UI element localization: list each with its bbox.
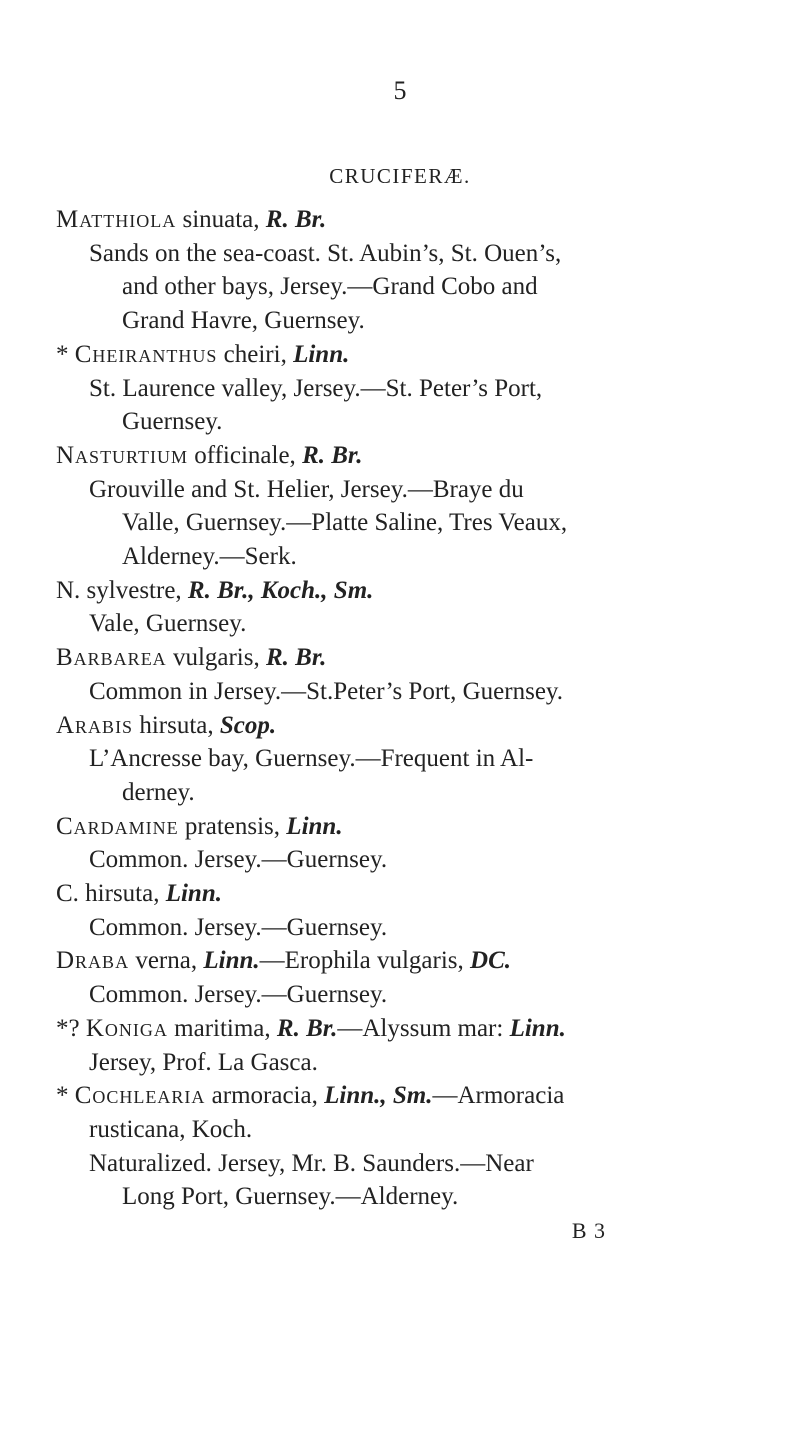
authority: R. Br.	[265, 206, 327, 233]
naturalized-marker: *	[56, 340, 75, 368]
authority: R. Br.	[265, 644, 327, 672]
locality: Vale, Guernsey.	[89, 610, 247, 638]
locality: Common. Jersey.—Guernsey.	[89, 846, 388, 874]
locality: Grouville and St. Helier, Jersey.—Braye du Valle, Guernsey.—Platte Saline, Tres Veaux, Alderney.—Serk.	[89, 475, 568, 571]
section-title: CRUCIFERÆ.	[329, 164, 471, 188]
species-entry	[56, 203, 736, 338]
synonym-authority: DC.	[470, 947, 512, 975]
locality: Jersey, Prof. La Gasca.	[89, 1048, 318, 1076]
locality: L’Ancresse bay, Guernsey.—Frequent in Al- derney.	[89, 745, 534, 806]
genus-name: Cheiranthus	[74, 340, 218, 368]
authority: Linn., Sm.	[324, 1082, 433, 1110]
authority: Linn.	[165, 880, 222, 908]
authority: R. Br., Koch., Sm.	[187, 576, 374, 604]
species-entry	[56, 1012, 736, 1079]
species-entry	[56, 641, 736, 708]
authority: Linn.	[203, 947, 260, 975]
locality: St. Laurence valley, Jersey.—St. Peter’s Port, Guernsey.	[89, 374, 543, 436]
genus-name: Barbarea	[56, 644, 167, 672]
species-heading: Arabis hirsuta, Scop.	[56, 711, 277, 739]
genus-name: Matthiola	[56, 206, 177, 233]
authority: R. Br.	[302, 441, 363, 469]
species-entry	[56, 810, 736, 877]
synonym: —Erophila vulgaris,	[259, 947, 471, 975]
synonym-authority: Linn.	[509, 1014, 566, 1042]
genus-name: Cardamine	[56, 812, 179, 840]
locality: Common. Jersey.—Guernsey.	[89, 913, 388, 941]
species-heading: N. sylvestre, R. Br., Koch., Sm.	[56, 576, 374, 604]
species-entry	[56, 439, 736, 574]
locality: Sands on the sea-coast. St. Aubin’s, St. Ouen’s, and other bays, Jersey.—Grand Cobo and Grand Havre, Guernsey.	[89, 239, 562, 335]
species-entry	[56, 338, 736, 439]
authority: Scop.	[219, 711, 277, 739]
species-heading: * Cheiranthus cheiri, Linn.	[56, 340, 350, 368]
species-heading: Matthiola sinuata, R. Br.	[56, 206, 327, 233]
species-heading: * Cochlearia armoracia, Linn., Sm.—Armoracia	[56, 1082, 565, 1110]
species-list	[56, 203, 736, 1248]
species-entry	[56, 877, 736, 944]
species-heading: Cardamine pratensis, Linn.	[56, 812, 343, 840]
genus-name: Draba	[56, 947, 130, 975]
authority: Linn.	[293, 340, 350, 368]
species-entry	[56, 1079, 736, 1214]
genus-name: Koniga	[85, 1014, 168, 1042]
species-heading: Draba verna, Linn.—Erophila vulgaris, DC.	[56, 947, 512, 975]
species-entry	[56, 574, 736, 641]
synonym: —Armoracia	[432, 1082, 565, 1110]
species-entry	[56, 709, 736, 810]
genus-name: Cochlearia	[74, 1082, 206, 1110]
species-heading: Barbarea vulgaris, R. Br.	[56, 644, 327, 672]
signature-mark: B 3	[571, 1218, 606, 1244]
locality: Common in Jersey.—St.Peter’s Port, Guernsey.	[89, 677, 564, 705]
species-heading: *? Koniga maritima, R. Br.—Alyssum mar: Linn.	[56, 1014, 566, 1042]
genus-name: Nasturtium	[56, 441, 188, 469]
species-heading: C. hirsuta, Linn.	[56, 880, 222, 908]
authority: Linn.	[286, 812, 343, 840]
heading-continuation: rusticana, Koch.	[89, 1115, 253, 1143]
doubtful-marker: *?	[56, 1014, 86, 1042]
page-number: 5	[393, 76, 407, 105]
synonym: —Alyssum mar:	[337, 1014, 510, 1042]
species-heading: Nasturtium officinale, R. Br.	[56, 441, 363, 469]
naturalized-marker: *	[56, 1082, 75, 1110]
locality: Common. Jersey.—Guernsey.	[89, 981, 388, 1009]
locality: rusticana, Koch. Naturalized. Jersey, Mr. B. Saunders.—Near Long Port, Guernsey.—Alderney.	[56, 1113, 736, 1214]
authority: R. Br.	[276, 1014, 338, 1042]
genus-name: Arabis	[56, 711, 134, 739]
species-entry	[56, 944, 736, 1011]
